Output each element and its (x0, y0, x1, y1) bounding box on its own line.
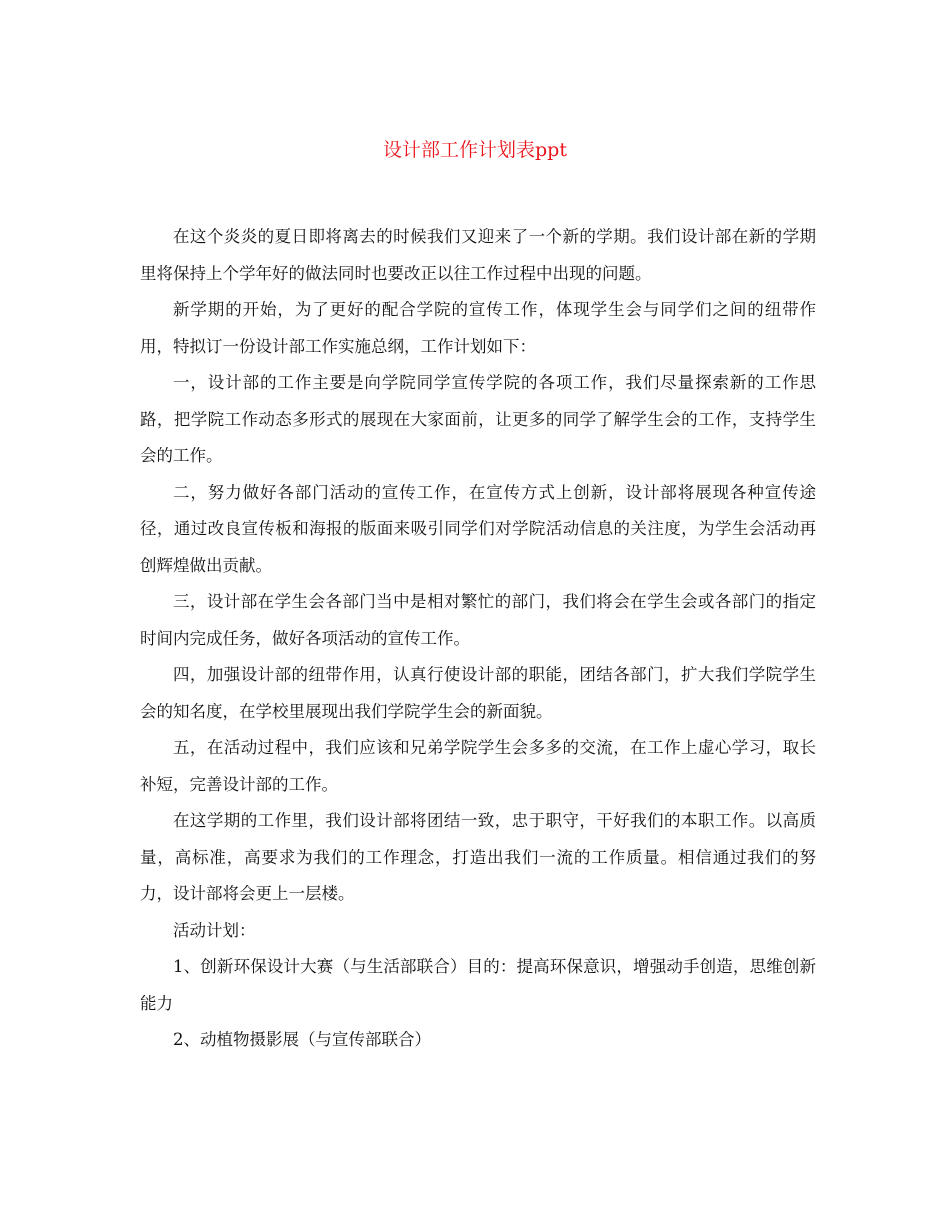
paragraph-activity-2: 2、动植物摄影展（与宣传部联合） (173, 1030, 431, 1049)
paragraph-item-1: 一，设计部的工作主要是向学院同学宣传学院的各项工作，我们尽量探索新的工作思路，把学院工作动态多形式的展现在大家面前，让更多的同学了解学生会的工作，支持学生会的工作。 (140, 373, 816, 465)
paragraph-item-2: 二，努力做好各部门活动的宣传工作，在宣传方式上创新，设计部将展现各种宣传途径，通过改良宣传板和海报的版面来吸引同学们对学院活动信息的关注度，为学生会活动再创辉煌做出贡献。 (140, 482, 816, 575)
paragraph-activity-heading: 活动计划： (173, 920, 256, 940)
paragraph-purpose: 新学期的开始，为了更好的配合学院的宣传工作，体现学生会与同学们之间的纽带作用，特拟订一份设计部工作实施总纲，工作计划如下： (140, 300, 816, 356)
document-title: 设计部工作计划表ppt (383, 139, 567, 161)
paragraph-item-5: 五，在活动过程中，我们应该和兄弟学院学生会多多的交流，在工作上虚心学习，取长补短，完善设计部的工作。 (140, 738, 816, 794)
paragraph-intro: 在这个炎炎的夏日即将离去的时候我们又迎来了一个新的学期。我们设计部在新的学期里将保持上个学年好的做法同时也要改正以往工作过程中出现的问题。 (140, 227, 816, 283)
paragraph-conclusion: 在这学期的工作里，我们设计部将团结一致，忠于职守，干好我们的本职工作。以高质量，高标准，高要求为我们的工作理念，打造出我们一流的工作质量。相信通过我们的努力，设计部将会更上一层楼。 (140, 811, 816, 903)
paragraph-item-3: 三，设计部在学生会各部门当中是相对繁忙的部门，我们将会在学生会或各部门的指定时间内完成任务，做好各项活动的宣传工作。 (140, 592, 816, 648)
paragraph-activity-1: 1、创新环保设计大赛（与生活部联合）目的：提高环保意识，增强动手创造，思维创新能力 (140, 957, 816, 1013)
document-body (140, 219, 816, 1059)
paragraph-item-4: 四，加强设计部的纽带作用，认真行使设计部的职能，团结各部门，扩大我们学院学生会的知名度，在学校里展现出我们学院学生会的新面貌。 (140, 665, 816, 721)
